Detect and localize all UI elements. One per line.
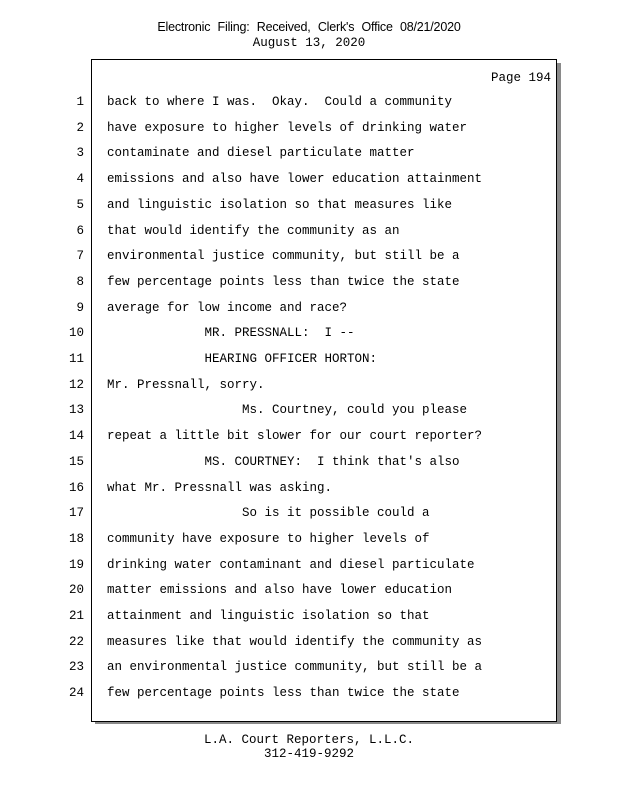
transcript-line <box>0 481 560 507</box>
line-number: 16 <box>68 480 84 495</box>
transcript-line <box>0 635 560 661</box>
line-number: 19 <box>68 557 84 572</box>
line-text: few percentage points less than twice the state <box>107 274 460 289</box>
transcript-line <box>0 224 560 250</box>
transcript-line <box>0 146 560 172</box>
line-text: drinking water contaminant and diesel particulate <box>107 557 475 572</box>
transcript-line <box>0 532 560 558</box>
line-number: 22 <box>68 634 84 649</box>
line-text: measures like that would identify the community as <box>107 634 483 649</box>
transcript-line <box>0 249 560 275</box>
line-text: back to where I was. Okay. Could a community <box>107 95 453 109</box>
line-text: few percentage points less than twice the state <box>107 686 460 701</box>
line-text: repeat a little bit slower for our court reporter? <box>107 429 483 444</box>
line-number: 5 <box>76 197 84 212</box>
line-number: 21 <box>68 609 84 623</box>
line-text: MR. PRESSNALL: I -- <box>107 326 355 341</box>
line-number: 4 <box>76 172 84 187</box>
line-number: 11 <box>68 352 84 366</box>
transcript-line <box>0 172 560 198</box>
line-number: 8 <box>76 274 84 289</box>
line-text: emissions and also have lower education attainment <box>107 172 483 187</box>
line-text: MS. COURTNEY: I think that's also <box>107 454 460 469</box>
line-number: 10 <box>68 326 84 341</box>
transcript-line <box>0 275 560 301</box>
transcript-line <box>0 378 560 404</box>
page-number: Page 194 <box>490 71 551 85</box>
transcript-line <box>0 403 560 429</box>
line-number: 23 <box>68 660 84 675</box>
line-number: 13 <box>68 403 84 418</box>
line-text: Ms. Courtney, could you please <box>107 403 468 418</box>
transcript-line <box>0 583 560 609</box>
transcript-line <box>0 660 560 686</box>
line-text: an environmental justice community, but still be a <box>107 660 483 675</box>
line-number: 7 <box>76 249 84 264</box>
line-number: 20 <box>68 583 84 598</box>
line-text: attainment and linguistic isolation so that <box>107 609 430 623</box>
line-text: have exposure to higher levels of drinking water <box>107 120 468 135</box>
transcript-line <box>0 609 560 635</box>
transcript-line <box>0 352 560 378</box>
line-number: 6 <box>76 223 84 238</box>
line-text: what Mr. Pressnall was asking. <box>107 480 333 495</box>
transcript-line <box>0 121 560 147</box>
line-number: 15 <box>68 454 84 469</box>
line-number: 12 <box>68 377 84 392</box>
line-number: 24 <box>68 686 84 701</box>
line-number: 17 <box>68 506 84 521</box>
transcript-line <box>0 198 560 224</box>
line-text: average for low income and race? <box>107 300 348 315</box>
transcript-line <box>0 429 560 455</box>
transcript-date: August 13, 2020 <box>252 36 366 50</box>
transcript-line <box>0 686 560 712</box>
footer-phone: 312-419-9292 <box>263 747 354 761</box>
line-text: Mr. Pressnall, sorry. <box>107 377 265 392</box>
line-number: 1 <box>76 95 84 109</box>
line-text: that would identify the community as an <box>107 223 400 238</box>
line-text: So is it possible could a <box>107 506 430 521</box>
line-text: environmental justice community, but still be a <box>107 249 460 264</box>
line-text: community have exposure to higher levels of <box>107 531 430 546</box>
transcript-line <box>0 95 560 121</box>
transcript-line <box>0 301 560 327</box>
line-number: 9 <box>76 300 84 315</box>
transcript-line <box>0 326 560 352</box>
line-text: contaminate and diesel particulate matter <box>107 146 415 161</box>
line-text: HEARING OFFICER HORTON: <box>107 352 378 366</box>
line-number: 14 <box>68 429 84 444</box>
transcript-line <box>0 506 560 532</box>
line-number: 18 <box>68 531 84 546</box>
transcript-line <box>0 558 560 584</box>
line-text: and linguistic isolation so that measures like <box>107 197 453 212</box>
transcript-line <box>0 455 560 481</box>
filing-stamp: Electronic Filing: Received, Clerk's Office 08/21/2020 <box>157 20 461 34</box>
line-number: 2 <box>76 120 84 135</box>
line-number: 3 <box>76 146 84 161</box>
line-text: matter emissions and also have lower education <box>107 583 453 598</box>
footer-company: L.A. Court Reporters, L.L.C. <box>203 733 415 747</box>
